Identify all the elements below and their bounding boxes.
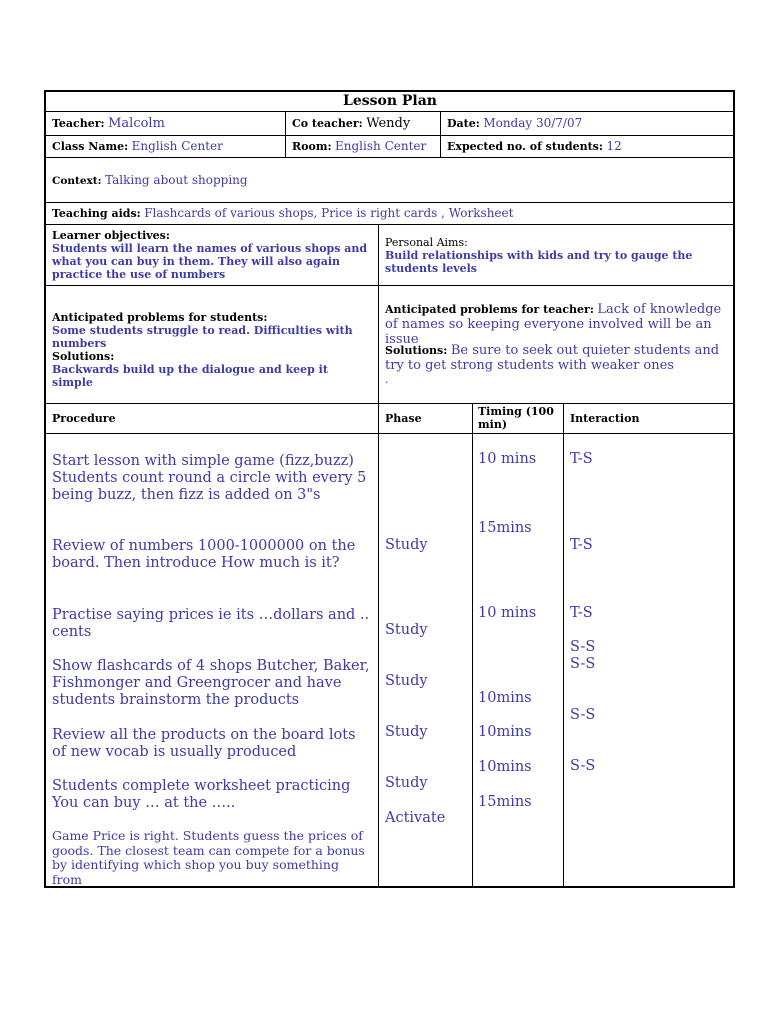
procedure-step: Start lesson with simple game (fizz,buzz) Students count round a circle with every 5 being buzz, then fizz is added on 3"s bbox=[52, 453, 367, 503]
context-label: Context: bbox=[52, 175, 102, 187]
phase-cell: Study bbox=[385, 775, 428, 791]
row-divider bbox=[45, 433, 735, 434]
col-divider bbox=[563, 403, 564, 887]
co-teacher-label: Co teacher: bbox=[292, 117, 363, 130]
interaction-cell: T-S bbox=[570, 451, 593, 467]
timing-cell: 10 mins bbox=[478, 451, 537, 467]
personal-aims-value: Build relationships with kids and try to gauge the students levels bbox=[385, 249, 693, 275]
row-divider bbox=[45, 224, 735, 225]
date-value: Monday 30/7/07 bbox=[483, 116, 583, 130]
expected-students-label: Expected no. of students: bbox=[447, 140, 603, 153]
header-procedure: Procedure bbox=[52, 412, 116, 425]
timing-cell: 10mins bbox=[478, 759, 532, 775]
teacher-solutions-label: Solutions: bbox=[385, 344, 448, 357]
teaching-aids-label: Teaching aids: bbox=[52, 207, 141, 220]
class-name-value: English Center bbox=[131, 139, 223, 153]
timing-cell: 10mins bbox=[478, 724, 532, 740]
teacher-solutions bbox=[385, 343, 730, 373]
problems-students-label: Anticipated problems for students: bbox=[52, 311, 268, 324]
co-teacher-value: Wendy bbox=[366, 116, 411, 131]
header-interaction: Interaction bbox=[570, 412, 640, 425]
timing-cell: 15mins bbox=[478, 794, 532, 810]
row-divider bbox=[45, 111, 735, 112]
phase-cell: Study bbox=[385, 622, 428, 638]
interaction-cell: S-S bbox=[570, 758, 596, 774]
interaction-cell: S-S bbox=[570, 707, 596, 723]
class-name-field bbox=[52, 140, 223, 153]
col-divider bbox=[440, 111, 441, 158]
col-divider bbox=[472, 403, 473, 887]
teacher-solutions-value: Be sure to seek out quieter students and try to get strong students with weaker ones bbox=[385, 343, 720, 373]
timing-cell: 15mins bbox=[478, 520, 532, 536]
interaction-cell: S-S bbox=[570, 639, 596, 655]
teaching-aids-field bbox=[52, 207, 513, 220]
personal-aims-label: Personal Aims: bbox=[385, 236, 468, 249]
room-field bbox=[292, 140, 426, 153]
col-divider bbox=[378, 224, 379, 887]
header-phase: Phase bbox=[385, 412, 422, 425]
row-divider bbox=[45, 202, 735, 203]
phase-cell: Study bbox=[385, 673, 428, 689]
teacher-value: Malcolm bbox=[108, 116, 165, 131]
timing-cell: 10 mins bbox=[478, 605, 537, 621]
problems-students-value: Some students struggle to read. Difficulties with numbers bbox=[52, 324, 353, 350]
class-name-label: Class Name: bbox=[52, 140, 129, 153]
teacher-field bbox=[52, 117, 165, 130]
col-divider bbox=[285, 111, 286, 158]
procedure-step: Practise saying prices ie its …dollars and .. cents bbox=[52, 607, 370, 640]
problems-students bbox=[52, 311, 372, 389]
phase-cell: Study bbox=[385, 537, 428, 553]
timing-cell: 10mins bbox=[478, 690, 532, 706]
date-label: Date: bbox=[447, 117, 480, 130]
context-value: Talking about shopping bbox=[105, 173, 248, 187]
learner-objectives-label: Learner objectives: bbox=[52, 229, 170, 242]
interaction-cell: S-S bbox=[570, 656, 596, 672]
students-solutions-value: Backwards build up the dialogue and keep it simple bbox=[52, 363, 328, 389]
interaction-cell: T-S bbox=[570, 537, 593, 553]
expected-students-field bbox=[447, 140, 622, 153]
teaching-aids-value: Flashcards of various shops, Price is right cards , Worksheet bbox=[144, 206, 514, 220]
phase-cell: Activate bbox=[385, 810, 446, 826]
procedure-step: Review of numbers 1000-1000000 on the board. Then introduce How much is it? bbox=[52, 538, 356, 571]
procedure-step: Students complete worksheet practicing You can buy … at the ….. bbox=[52, 778, 351, 811]
row-divider bbox=[45, 135, 735, 136]
row-divider bbox=[45, 403, 735, 404]
problems-teacher bbox=[385, 302, 730, 347]
students-solutions-label: Solutions: bbox=[52, 350, 115, 363]
row-divider bbox=[45, 157, 735, 158]
procedure-step: Show flashcards of 4 shops Butcher, Baker, Fishmonger and Greengrocer and have students brainstorm the products bbox=[52, 658, 370, 708]
procedure-step: Game Price is right. Students guess the prices of goods. The closest team can compete for a bonus by identifying which shop you buy something from bbox=[52, 828, 365, 887]
problems-teacher-value: Lack of knowledge of names so keeping everyone involved will be an issue bbox=[385, 302, 722, 347]
procedure-step: Review all the products on the board lots of new vocab is usually produced bbox=[52, 727, 356, 760]
personal-aims bbox=[385, 236, 730, 275]
room-value: English Center bbox=[335, 139, 427, 153]
row-divider bbox=[45, 285, 735, 286]
page-title: Lesson Plan bbox=[342, 93, 437, 109]
interaction-cell: T-S bbox=[570, 605, 593, 621]
co-teacher-field bbox=[292, 117, 410, 130]
teacher-label: Teacher: bbox=[52, 117, 105, 130]
phase-cell: Study bbox=[385, 724, 428, 740]
date-field bbox=[447, 117, 582, 130]
learner-objectives bbox=[52, 229, 372, 281]
learner-objectives-value: Students will learn the names of various shops and what you can buy in them. They will also again practice the use of numbers bbox=[52, 242, 368, 281]
context-field bbox=[52, 174, 248, 188]
expected-students-value: 12 bbox=[606, 139, 622, 153]
problems-teacher-label: Anticipated problems for teacher: bbox=[385, 303, 594, 316]
header-timing: Timing (100 min) bbox=[478, 405, 554, 431]
teacher-solutions-dot: . bbox=[385, 373, 389, 386]
room-label: Room: bbox=[292, 140, 332, 153]
